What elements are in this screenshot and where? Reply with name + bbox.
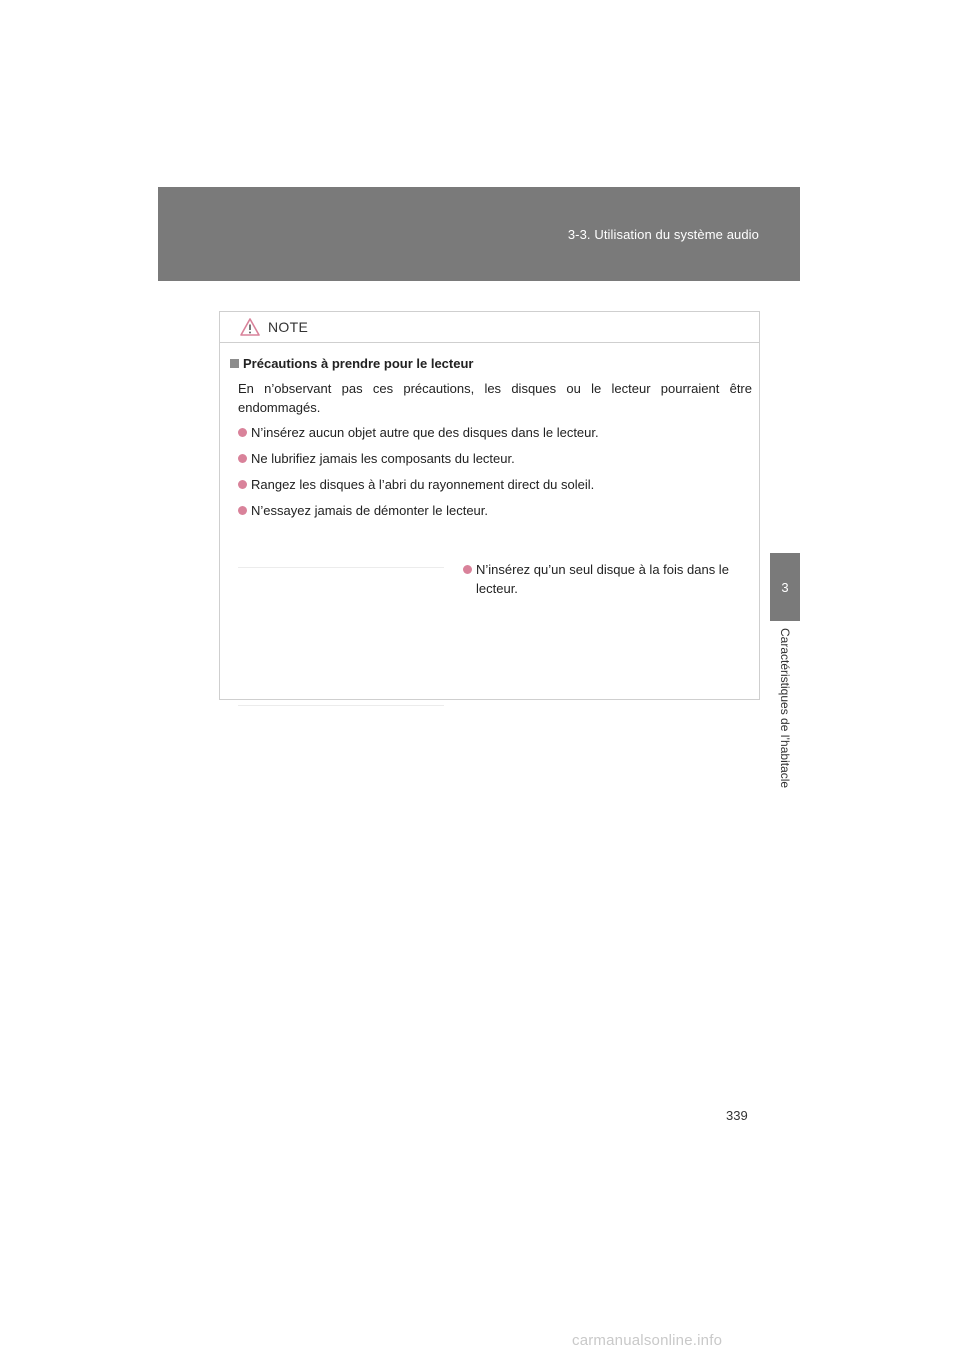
list-item [238, 475, 749, 494]
figure-caption-bullet [463, 560, 753, 598]
watermark: carmanualsonline.info [572, 1332, 723, 1349]
figure-top-rule [238, 567, 444, 568]
chapter-number: 3 [781, 579, 789, 595]
chapter-label [771, 628, 799, 828]
chapter-label-text: Caractéristiques de l’habitacle [778, 628, 792, 789]
round-bullet-icon [238, 428, 247, 437]
page-number: 339 [726, 1108, 748, 1123]
figure-caption-text: N’insérez qu’un seul disque à la fois dans le lecteur. [476, 562, 729, 596]
list-item [238, 501, 749, 520]
precaution-list [238, 423, 749, 520]
note-body [220, 343, 759, 596]
list-item-text: Ne lubrifiez jamais les composants du lecteur. [251, 451, 515, 466]
list-item-text: Rangez les disques à l’abri du rayonnement direct du soleil. [251, 477, 595, 492]
section-header-band [158, 187, 800, 281]
note-header [220, 312, 759, 343]
list-item-text: N’insérez aucun objet autre que des disques dans le lecteur. [251, 425, 599, 440]
section-title: 3-3. Utilisation du système audio [567, 227, 759, 242]
round-bullet-icon [238, 506, 247, 515]
figure-bottom-rule [238, 705, 444, 706]
note-subheading-text: Précautions à prendre pour le lecteur [243, 356, 474, 371]
note-intro: En n’observant pas ces précautions, les disques ou le lecteur pourraient être endommagés. [238, 381, 752, 415]
list-item [238, 449, 749, 468]
square-bullet-icon [230, 359, 239, 368]
warning-triangle-icon [240, 318, 260, 336]
note-box [219, 311, 760, 700]
chapter-tab [770, 553, 800, 621]
note-subheading [230, 356, 749, 371]
list-item [238, 423, 749, 442]
round-bullet-icon [238, 480, 247, 489]
note-label: NOTE [268, 319, 309, 335]
illustration-placeholder [238, 567, 444, 706]
round-bullet-icon [463, 565, 472, 574]
list-item-text: N’essayez jamais de démonter le lecteur. [251, 503, 489, 518]
round-bullet-icon [238, 454, 247, 463]
